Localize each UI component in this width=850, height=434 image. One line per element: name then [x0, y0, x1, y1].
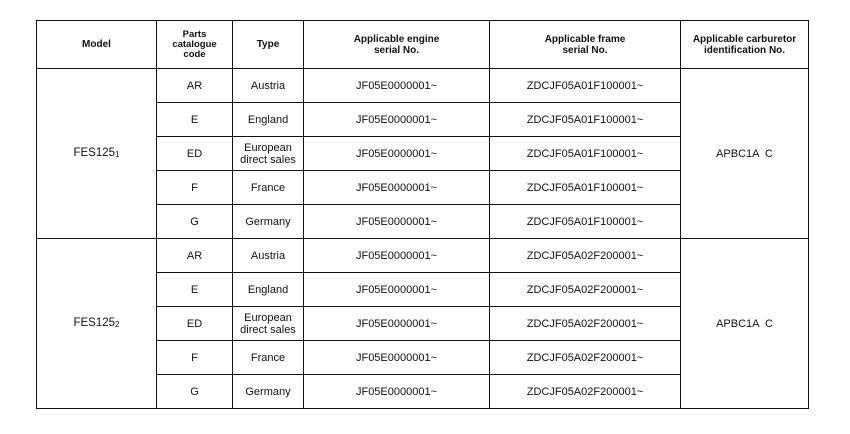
- engine-serial-cell: JF05E0000001~: [304, 103, 490, 137]
- engine-serial-cell: JF05E0000001~: [304, 273, 490, 307]
- carburetor-id-cell: APBC1A C: [681, 69, 809, 239]
- table-body: [37, 69, 809, 409]
- type-cell: Austria: [233, 239, 304, 273]
- model-cell: [37, 69, 157, 239]
- type-cell: France: [233, 341, 304, 375]
- model-suffix: 1: [115, 149, 120, 159]
- frame-serial-cell: ZDCJF05A02F200001~: [490, 375, 681, 409]
- header-frame-serial: [490, 21, 681, 69]
- header-row: [37, 21, 809, 69]
- model-name: FES125: [73, 146, 116, 159]
- frame-serial-cell: ZDCJF05A02F200001~: [490, 273, 681, 307]
- header-model: Model: [37, 21, 157, 69]
- frame-serial-cell: ZDCJF05A02F200001~: [490, 307, 681, 341]
- frame-serial-cell: ZDCJF05A01F100001~: [490, 205, 681, 239]
- engine-serial-cell: JF05E0000001~: [304, 307, 490, 341]
- header-carb-line-1: Applicable carburetor: [692, 33, 797, 45]
- type-cell: England: [233, 103, 304, 137]
- parts-code-cell: E: [157, 273, 233, 307]
- header-engine-serial: [304, 21, 490, 69]
- parts-code-cell: ED: [157, 137, 233, 171]
- type-cell: Germany: [233, 205, 304, 239]
- parts-code-cell: AR: [157, 69, 233, 103]
- frame-serial-cell: ZDCJF05A01F100001~: [490, 69, 681, 103]
- parts-code-cell: F: [157, 341, 233, 375]
- header-parts-line-1: Parts: [182, 28, 207, 40]
- header-frame-line-2: serial No.: [562, 44, 608, 56]
- type-cell: European direct sales: [233, 307, 304, 341]
- frame-serial-cell: ZDCJF05A01F100001~: [490, 171, 681, 205]
- carburetor-id-cell: APBC1A C: [681, 239, 809, 409]
- parts-code-cell: AR: [157, 239, 233, 273]
- header-parts-catalogue-code: [157, 21, 233, 69]
- engine-serial-cell: JF05E0000001~: [304, 205, 490, 239]
- type-cell: England: [233, 273, 304, 307]
- header-frame-line-1: Applicable frame: [544, 33, 626, 45]
- frame-serial-cell: ZDCJF05A01F100001~: [490, 137, 681, 171]
- engine-serial-cell: JF05E0000001~: [304, 69, 490, 103]
- table-row: [37, 69, 809, 103]
- header-type: Type: [233, 21, 304, 69]
- engine-serial-cell: JF05E0000001~: [304, 171, 490, 205]
- type-cell: European direct sales: [233, 137, 304, 171]
- header-carb-line-2: identification No.: [703, 44, 786, 56]
- model-name: FES125: [73, 316, 116, 329]
- parts-code-cell: G: [157, 205, 233, 239]
- header-parts-line-3: code: [183, 48, 206, 60]
- table-row: [37, 239, 809, 273]
- parts-code-cell: F: [157, 171, 233, 205]
- type-cell: Austria: [233, 69, 304, 103]
- engine-serial-cell: JF05E0000001~: [304, 239, 490, 273]
- frame-serial-cell: ZDCJF05A02F200001~: [490, 341, 681, 375]
- header-engine-line-2: serial No.: [373, 44, 420, 56]
- type-cell: France: [233, 171, 304, 205]
- engine-serial-cell: JF05E0000001~: [304, 137, 490, 171]
- header-parts-line-2: catalogue: [172, 38, 217, 50]
- frame-serial-cell: ZDCJF05A01F100001~: [490, 103, 681, 137]
- header-engine-line-1: Applicable engine: [353, 33, 440, 45]
- header-carburetor-id: [681, 21, 809, 69]
- serial-number-table: [36, 20, 809, 409]
- engine-serial-cell: JF05E0000001~: [304, 341, 490, 375]
- parts-code-cell: E: [157, 103, 233, 137]
- frame-serial-cell: ZDCJF05A02F200001~: [490, 239, 681, 273]
- parts-code-cell: ED: [157, 307, 233, 341]
- parts-code-cell: G: [157, 375, 233, 409]
- model-cell: [37, 239, 157, 409]
- model-suffix: 2: [115, 319, 120, 329]
- type-cell: Germany: [233, 375, 304, 409]
- serial-number-table-wrapper: [36, 20, 809, 409]
- engine-serial-cell: JF05E0000001~: [304, 375, 490, 409]
